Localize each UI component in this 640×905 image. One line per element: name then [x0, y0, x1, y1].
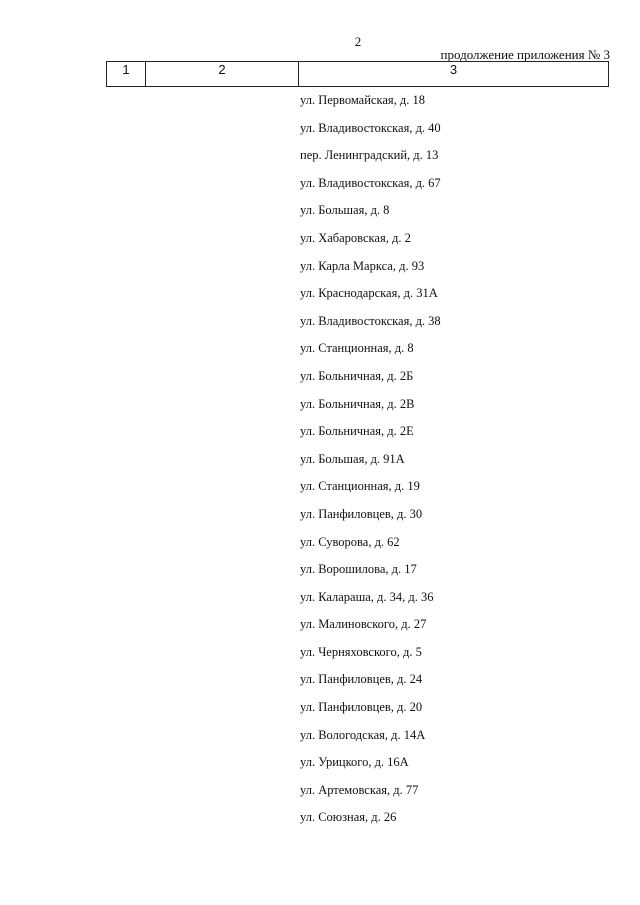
address-item: ул. Панфиловцев, д. 30 — [300, 506, 423, 521]
address-item: ул. Малиновского, д. 27 — [300, 617, 427, 632]
address-item: ул. Больничная, д. 2Е — [300, 424, 414, 439]
column-header-table — [106, 61, 609, 87]
address-item: ул. Вологодская, д. 14А — [300, 727, 426, 742]
address-item: ул. Урицкого, д. 16А — [300, 755, 409, 770]
continuation-label: продолжение приложения № 3 — [440, 47, 610, 62]
column-header-3: 3 — [299, 62, 609, 87]
address-item: ул. Калараша, д. 34, д. 36 — [300, 589, 434, 604]
address-item: ул. Владивостокская, д. 40 — [300, 120, 441, 135]
address-item: ул. Союзная, д. 26 — [300, 810, 397, 825]
address-item: ул. Краснодарская, д. 31А — [300, 286, 438, 301]
address-item: ул. Панфиловцев, д. 24 — [300, 672, 423, 687]
address-item: ул. Владивостокская, д. 38 — [300, 313, 441, 328]
column-header-1: 1 — [107, 62, 146, 87]
address-item: ул. Панфиловцев, д. 20 — [300, 700, 423, 715]
page-number: 2 — [354, 34, 362, 49]
address-item: ул. Больничная, д. 2В — [300, 396, 415, 411]
address-item: ул. Большая, д. 8 — [300, 203, 390, 218]
address-item: ул. Станционная, д. 19 — [300, 479, 420, 494]
address-item: ул. Большая, д. 91А — [300, 451, 405, 466]
address-item: ул. Карла Маркса, д. 93 — [300, 258, 425, 273]
column-header-row — [107, 62, 609, 87]
address-item: пер. Ленинградский, д. 13 — [300, 148, 439, 163]
address-item: ул. Черняховского, д. 5 — [300, 644, 422, 659]
address-item: ул. Владивостокская, д. 67 — [300, 175, 441, 190]
address-item: ул. Станционная, д. 8 — [300, 341, 414, 356]
address-item: ул. Суворова, д. 62 — [300, 534, 400, 549]
address-list — [300, 92, 441, 837]
column-header-2: 2 — [146, 62, 299, 87]
address-item: ул. Хабаровская, д. 2 — [300, 230, 411, 245]
address-item: ул. Артемовская, д. 77 — [300, 782, 419, 797]
address-item: ул. Больничная, д. 2Б — [300, 368, 414, 383]
address-item: ул. Первомайская, д. 18 — [300, 93, 425, 107]
address-item: ул. Ворошилова, д. 17 — [300, 562, 417, 577]
